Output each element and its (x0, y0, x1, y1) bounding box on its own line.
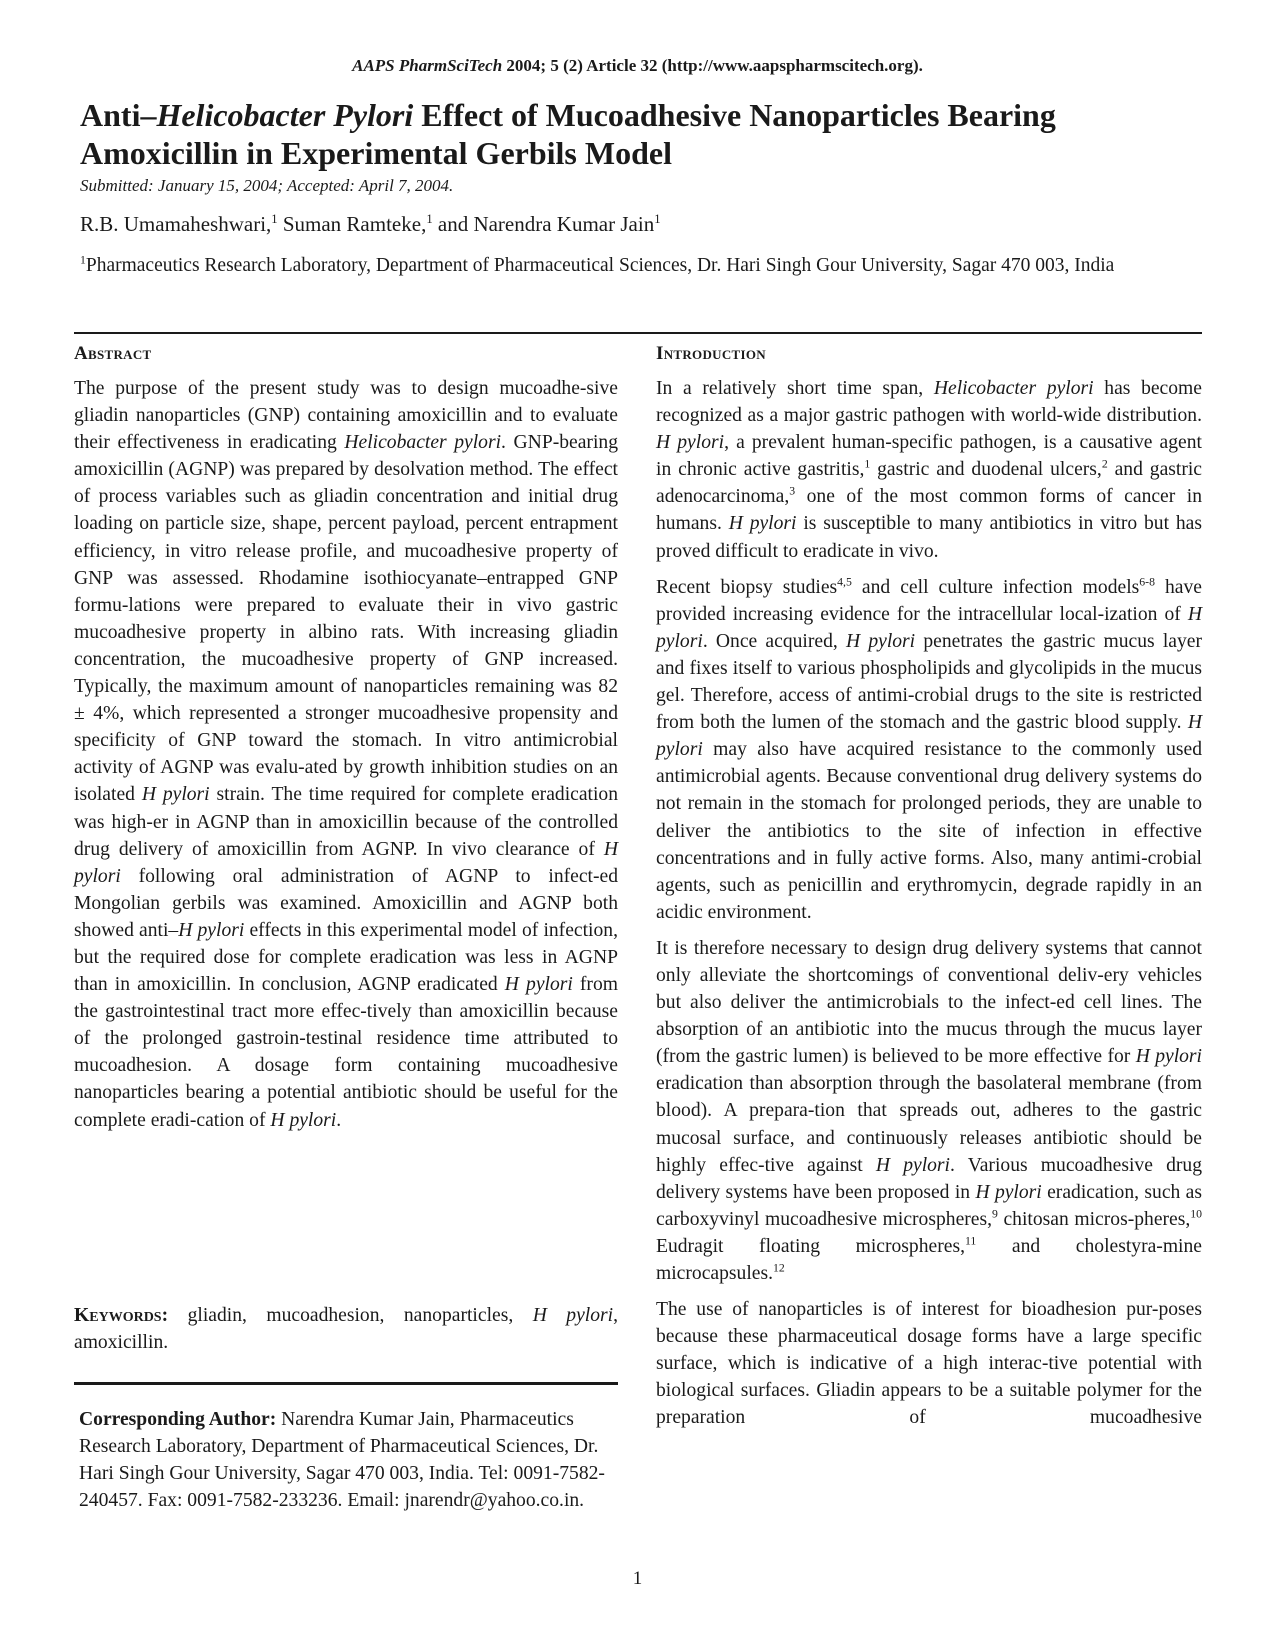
italic-run: H pylori (728, 513, 797, 535)
author: and Narendra Kumar Jain$^1$ (432, 212, 661, 236)
italic-run: H pylori (270, 1109, 337, 1131)
text-run: In a relatively short time span, (656, 378, 934, 399)
text-run: The purpose of the present study was to design mucoadhe-sive gliadin nanoparticles (GNP) containing amoxicillin and to evaluate their effectiveness in eradicating (74, 378, 618, 454)
citation-ref: 4,5 (837, 575, 852, 589)
citation-ref: 10 (1190, 1207, 1203, 1221)
text-run: have provided increasing evidence for the intracellular local-ization of (656, 576, 1202, 625)
text-run: has become recognized as a major gastric pathogen with world-wide distribution. (656, 378, 1202, 427)
italic-run: H pylori (845, 630, 916, 652)
title-rest: Effect of Mucoadhesive Nanoparticles Bearing Amoxicillin in Experimental Gerbils Model (80, 97, 1056, 171)
text-run: . Various mucoadhesive drug delivery systems have been proposed in (656, 1154, 1202, 1203)
text-run: gastric and duodenal ulcers, (870, 459, 1102, 481)
text-run: effects in this experimental model of infection, but the required dose for complete eradication was less in AGNP than in amoxicillin. In conclusion, AGNP eradicated (74, 919, 618, 996)
title-italic: Helicobacter Pylori (156, 97, 414, 133)
citation-ref: 3 (789, 484, 796, 498)
text-run: It is therefore necessary to design drug delivery systems that cannot only alleviate the shortcomings of conventional deliv-ery vehicles but also deliver the antimicrobials to the infect-ed cell lines. The absorption of an antibiotic into the mucus through the mucus layer (from the gastric lumen) is believed to be more effective for (656, 937, 1202, 1068)
italic-run: Helicobacter pylori (933, 378, 1094, 399)
text-run: . (336, 1109, 342, 1131)
italic-run: H pylori (656, 432, 725, 454)
introduction-heading: Introduction (656, 343, 766, 364)
text-run: and cell culture infection models (851, 576, 1140, 598)
corresponding-details: Narendra Kumar Jain, Pharmaceutics Research Laboratory, Department of Pharmaceutical Sciences, Dr. Hari Singh Gour University, Sagar 470 003, India. Tel: 0091-7582-240457. Fax: 0091-7582-233236. Email: jnarendr@yahoo.co.in. (79, 1409, 605, 1511)
abstract-section (74, 343, 618, 1143)
text-run: following oral administration of AGNP to infect-ed Mongolian gerbils was examined. Amoxicillin and AGNP both showed anti– (74, 865, 618, 941)
submission-dates: Submitted: January 15, 2004; Accepted: April 7, 2004. (80, 176, 454, 195)
text-run: chitosan micros-pheres, (997, 1208, 1191, 1230)
text-run: Recent biopsy studies (656, 576, 838, 598)
header-divider (74, 332, 1202, 334)
citation-ref: 2 (1101, 457, 1108, 471)
citation-ref: 1 (864, 457, 871, 471)
abstract-text (74, 375, 618, 1134)
citation-ref: 9 (992, 1207, 998, 1221)
text-run: , amoxicillin. (74, 1305, 618, 1353)
italic-run: H pylori (141, 784, 210, 806)
text-run: may also have acquired resistance to the commonly used antimicrobial agents. Because conventional drug delivery systems do not remain in the stomach for prolonged periods, they are unable to deliver the antibiotics to the site of infection in effective concentrations and in fully active forms. Also, many antimi-crobial agents, such as penicillin and erythromycin, degrade rapidly in an acidic environment. (656, 739, 1202, 923)
intro-paragraph (656, 375, 1202, 565)
italic-run: H pylori (504, 974, 573, 996)
text-run: strain. The time required for complete eradication was high-er in AGNP than in amoxicillin because of the controlled drug delivery of amoxicillin from AGNP. In vivo clearance of (74, 784, 619, 860)
text-run: Eudragit floating microspheres, (656, 1235, 965, 1257)
intro-paragraph (656, 574, 1202, 926)
citation-ref: 12 (772, 1261, 785, 1275)
text-run: eradication, such as carboxyvinyl mucoadhesive microspheres, (656, 1181, 1202, 1230)
keywords (74, 1302, 618, 1356)
corresponding-author (79, 1406, 618, 1514)
text-run: one of the most common forms of cancer in humans. (656, 486, 1202, 535)
text-run: The use of nanoparticles is of interest for bioadhesion pur-poses because these pharmaceutical dosage forms have a large specific surface, which is indicative of a high interac-tive potential with biological surfaces. Gliadin appears to be a suitable polymer for the preparation of mucoadhesive (656, 1299, 1202, 1429)
italic-run: H pylori (656, 712, 1202, 761)
italic-run: H pylori (656, 603, 1202, 652)
italic-run: H pylori (975, 1181, 1042, 1203)
author: R.B. Umamaheshwari,$^1$ (80, 212, 278, 236)
paper-title (80, 96, 1200, 172)
text-run: is susceptible to many antibiotics in vitro but has proved difficult to eradicate in vivo. (656, 513, 1202, 562)
citation-ref: 6-8 (1139, 575, 1155, 589)
italic-run: H pylori (875, 1154, 951, 1176)
abstract-heading: Abstract (74, 343, 152, 364)
italic-run: Helicobacter pylori (344, 432, 502, 454)
corresponding-label: Corresponding Author: (79, 1409, 277, 1430)
text-run: eradication than absorption through the basolateral membrane (from blood). A prepara-tion that spreads out, adheres to the gastric mucosal surface, and continuously releases antibiotic should be highly effec-tive against (656, 1073, 1202, 1176)
italic-run: H pylori (74, 838, 618, 887)
text-run: . GNP-bearing amoxicillin (AGNP) was prepared by desolvation method. The effect of process variables such as gliadin concentration and initial drug loading on particle size, shape, percent payload, percent entrapment efficiency, in vitro release profile, and mucoadhesive property of GNP was assessed. Rhodamine isothiocyanate–entrapped GNP formu-lations were prepared to evaluate their in vivo gastric mucoadhesive property in albino rats. With increasing gliadin concentration, the mucoadhesive property of GNP increased. Typically, the maximum amount of nanoparticles remaining was 82 ± 4%, which represented a stronger mucoadhesive propensity and specificity of GNP toward the stomach. In vitro antimicrobial activity of AGNP was evalu-ated by growth inhibition studies on an isolated (74, 432, 618, 806)
introduction-text (656, 375, 1202, 1432)
text-run: and gastric adenocarcinoma, (656, 459, 1202, 508)
text-run: gliadin, mucoadhesion, nanoparticles, (168, 1305, 533, 1326)
text-run: from the gastrointestinal tract more effec-tively than amoxicillin because of the prolonged gastroin-testinal residence time attributed to mucoadhesion. A dosage form containing mucoadhesive nanoparticles bearing a potential antibiotic should be useful for the complete eradi-cation of (74, 974, 618, 1131)
citation-ref: 11 (964, 1234, 977, 1248)
journal-name: AAPS PharmSciTech (352, 56, 503, 75)
italic-run: H pylori (178, 919, 245, 941)
italic-run: H pylori (1135, 1046, 1202, 1068)
text-run: . Once acquired, (702, 630, 846, 652)
page-number: 1 (632, 1568, 643, 1589)
author: Suman Ramteke,$^1$ (277, 212, 433, 236)
journal-citation: 2004; 5 (2) Article 32 (http://www.aapspharmscitech.org). (502, 56, 923, 75)
intro-paragraph (656, 1296, 1202, 1431)
text-run: and cholestyra-mine microcapsules. (656, 1235, 1202, 1284)
author-list (80, 212, 661, 237)
intro-paragraph (656, 935, 1202, 1287)
text-run: , a prevalent human-specific pathogen, is a causative agent in chronic active gastritis, (656, 432, 1202, 481)
introduction-section (656, 343, 1202, 1441)
corresponding-divider (74, 1382, 618, 1385)
journal-header (0, 56, 1275, 76)
title-prefix: Anti– (80, 97, 157, 133)
italic-run: H pylori (532, 1305, 614, 1326)
affiliation: $^1$Pharmaceutics Research Laboratory, Department of Pharmaceutical Sciences, Dr. Hari Singh Gour University, Sagar 470 003, India (80, 253, 1115, 276)
text-run: penetrates the gastric mucus layer and fixes itself to various phospholipids and glycolipids in the mucus gel. Therefore, access of antimi-crobial drugs to the site is restricted from both the lumen of the stomach and the gastric blood supply. (656, 630, 1202, 734)
keywords-label: Keywords: (74, 1305, 169, 1326)
